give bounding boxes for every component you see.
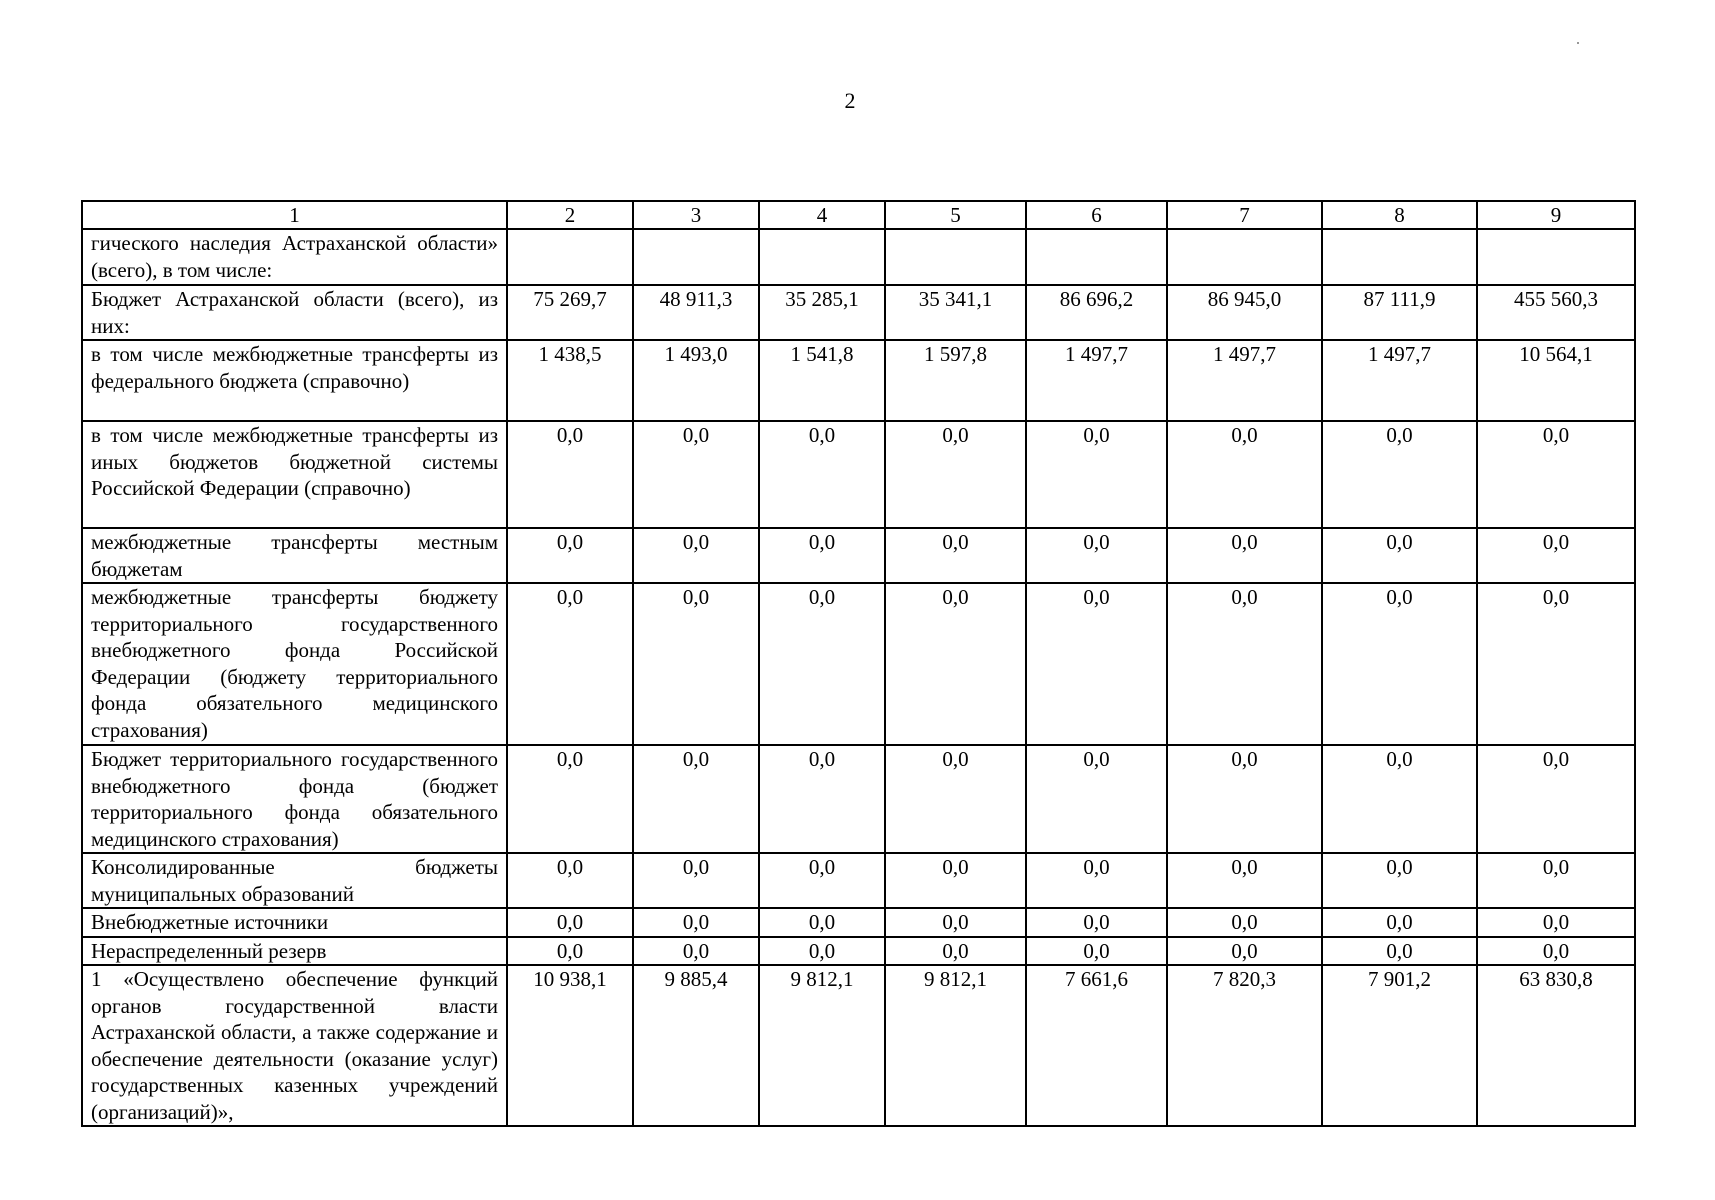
column-header: 1	[82, 201, 507, 229]
column-header: 9	[1477, 201, 1635, 229]
table-cell: 0,0	[507, 421, 633, 528]
table-cell: 35 285,1	[759, 285, 885, 340]
table-cell: 0,0	[1167, 745, 1322, 853]
table-cell: 0,0	[759, 853, 885, 908]
table-cell: 0,0	[1322, 421, 1477, 528]
table-row	[82, 421, 1635, 528]
table-cell: 63 830,8	[1477, 965, 1635, 1126]
table-cell: 0,0	[507, 528, 633, 583]
table-cell	[1322, 229, 1477, 285]
table-cell: 0,0	[633, 937, 759, 966]
column-header: 7	[1167, 201, 1322, 229]
table-cell: 0,0	[1477, 908, 1635, 937]
table-row	[82, 965, 1635, 1126]
table-cell: 10 564,1	[1477, 340, 1635, 421]
table-cell	[759, 229, 885, 285]
table-cell: 0,0	[759, 528, 885, 583]
table-cell: 0,0	[1167, 853, 1322, 908]
column-header: 2	[507, 201, 633, 229]
table-cell: 455 560,3	[1477, 285, 1635, 340]
table-row	[82, 583, 1635, 745]
table-cell: 0,0	[507, 937, 633, 966]
table-cell: 0,0	[633, 421, 759, 528]
table-cell: 0,0	[1322, 745, 1477, 853]
table-row	[82, 340, 1635, 421]
table-row	[82, 229, 1635, 285]
table-cell: 0,0	[633, 908, 759, 937]
table-cell: 0,0	[633, 745, 759, 853]
table-cell: 10 938,1	[507, 965, 633, 1126]
page-number: 2	[844, 88, 856, 113]
table-cell: 75 269,7	[507, 285, 633, 340]
row-label: 1 «Осуществлено обеспечение функций органов государственной власти Астраханской области, а также содержание и обеспечение деятельности (оказание услуг) государственных казенных учреждений (организаций)»,	[82, 965, 507, 1126]
table-cell: 0,0	[759, 745, 885, 853]
row-label: в том числе межбюджетные трансферты из иных бюджетов бюджетной системы Российской Федерации (справочно)	[82, 421, 507, 528]
table-cell: 0,0	[1477, 745, 1635, 853]
table-cell: 1 493,0	[633, 340, 759, 421]
table-cell: 0,0	[1322, 937, 1477, 966]
table-cell: 9 812,1	[885, 965, 1026, 1126]
table-cell: 0,0	[633, 853, 759, 908]
table-cell: 0,0	[1322, 853, 1477, 908]
row-label: Консолидированные бюджеты муниципальных образований	[82, 853, 507, 908]
table-row	[82, 937, 1635, 966]
table-cell: 0,0	[885, 421, 1026, 528]
table-cell: 0,0	[1322, 908, 1477, 937]
row-label: Бюджет Астраханской области (всего), из них:	[82, 285, 507, 340]
table-cell: 0,0	[1026, 937, 1167, 966]
table-cell: 0,0	[1167, 528, 1322, 583]
table-row	[82, 908, 1635, 937]
table-row	[82, 745, 1635, 853]
table-cell: 7 661,6	[1026, 965, 1167, 1126]
table-cell: 0,0	[1026, 421, 1167, 528]
table-cell: 0,0	[1477, 421, 1635, 528]
table-cell: 9 885,4	[633, 965, 759, 1126]
table-cell: 0,0	[1167, 583, 1322, 745]
table-cell: 0,0	[1167, 937, 1322, 966]
table-cell: 0,0	[1026, 745, 1167, 853]
table-cell: 0,0	[885, 853, 1026, 908]
table-cell: 1 438,5	[507, 340, 633, 421]
table-cell: 0,0	[885, 583, 1026, 745]
table-cell: 0,0	[1477, 528, 1635, 583]
table-cell: 86 696,2	[1026, 285, 1167, 340]
row-label: Внебюджетные источники	[82, 908, 507, 937]
table-cell: 1 497,7	[1026, 340, 1167, 421]
table-cell: 0,0	[885, 528, 1026, 583]
row-label: в том числе межбюджетные трансферты из федерального бюджета (справочно)	[82, 340, 507, 421]
row-label: межбюджетные трансферты местным бюджетам	[82, 528, 507, 583]
table-cell: 0,0	[1477, 937, 1635, 966]
table-cell: 0,0	[1477, 583, 1635, 745]
table-cell: 0,0	[507, 908, 633, 937]
table-cell: 48 911,3	[633, 285, 759, 340]
table-cell: 0,0	[885, 937, 1026, 966]
table-cell: 0,0	[507, 853, 633, 908]
table-cell	[1167, 229, 1322, 285]
table-cell: 0,0	[1026, 528, 1167, 583]
table-cell: 7 901,2	[1322, 965, 1477, 1126]
table-cell: 0,0	[1026, 908, 1167, 937]
table-row	[82, 528, 1635, 583]
table-cell	[1477, 229, 1635, 285]
column-header: 6	[1026, 201, 1167, 229]
table-cell: 0,0	[1322, 583, 1477, 745]
row-label: межбюджетные трансферты бюджету территориального государственного внебюджетного фонда Российской Федерации (бюджету территориального фонда обязательного медицинского страхования)	[82, 583, 507, 745]
table-cell: 0,0	[759, 908, 885, 937]
table-row	[82, 853, 1635, 908]
header-row	[82, 201, 1635, 229]
column-header: 5	[885, 201, 1026, 229]
table-cell: 0,0	[759, 421, 885, 528]
column-header: 3	[633, 201, 759, 229]
table-cell: 0,0	[1167, 421, 1322, 528]
table-cell	[633, 229, 759, 285]
scan-speck	[1577, 42, 1579, 44]
table-cell	[885, 229, 1026, 285]
table-cell: 0,0	[885, 908, 1026, 937]
table-cell: 35 341,1	[885, 285, 1026, 340]
table-cell: 0,0	[759, 937, 885, 966]
row-label: гического наследия Астраханской области» (всего), в том числе:	[82, 229, 507, 285]
table-cell: 0,0	[633, 583, 759, 745]
table-cell: 87 111,9	[1322, 285, 1477, 340]
table-cell: 1 597,8	[885, 340, 1026, 421]
table-cell: 0,0	[1477, 853, 1635, 908]
table-cell: 0,0	[885, 745, 1026, 853]
column-header: 8	[1322, 201, 1477, 229]
table-cell: 0,0	[507, 583, 633, 745]
table-cell: 1 541,8	[759, 340, 885, 421]
table-cell: 0,0	[507, 745, 633, 853]
table-cell: 86 945,0	[1167, 285, 1322, 340]
row-label: Нераспределенный резерв	[82, 937, 507, 966]
budget-table	[81, 200, 1636, 1127]
table-cell: 0,0	[1026, 853, 1167, 908]
table-cell: 1 497,7	[1322, 340, 1477, 421]
table-cell	[1026, 229, 1167, 285]
column-header: 4	[759, 201, 885, 229]
table-cell: 1 497,7	[1167, 340, 1322, 421]
table-cell	[507, 229, 633, 285]
row-label: Бюджет территориального государственного внебюджетного фонда (бюджет территориального фонда обязательного медицинского страхования)	[82, 745, 507, 853]
table-cell: 0,0	[1026, 583, 1167, 745]
table-cell: 0,0	[759, 583, 885, 745]
table-cell: 9 812,1	[759, 965, 885, 1126]
table-cell: 0,0	[633, 528, 759, 583]
table-cell: 7 820,3	[1167, 965, 1322, 1126]
table-cell: 0,0	[1322, 528, 1477, 583]
table-row	[82, 285, 1635, 340]
table-cell: 0,0	[1167, 908, 1322, 937]
